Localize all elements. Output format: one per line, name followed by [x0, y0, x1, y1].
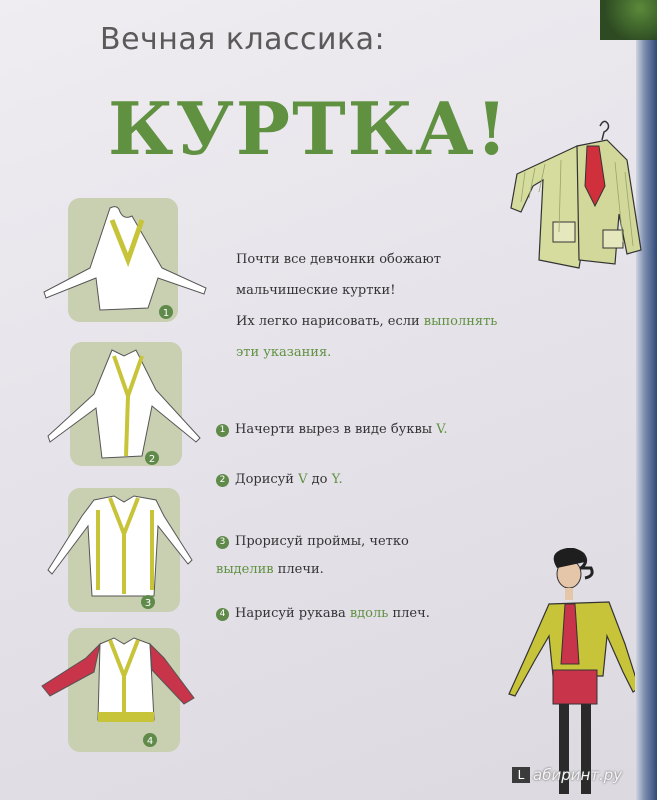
step-3 [216, 528, 409, 584]
intro-line-3-text: Их легко нарисовать, если [236, 314, 424, 329]
step-4-text: Нарисуй рукава [235, 606, 350, 621]
step-3-text-end: плечи. [273, 562, 324, 577]
intro-highlight-1: выполнять [423, 314, 498, 329]
step-2-thumbnail [44, 340, 214, 470]
watermark-text: абиринт.ру [533, 766, 623, 784]
svg-text:4: 4 [146, 736, 154, 747]
step-2-text-pre: Дорисуй [235, 472, 299, 487]
intro-highlight-2: эти указания. [236, 345, 332, 360]
labirint-logo-icon: L [512, 767, 530, 783]
step-2 [216, 466, 343, 494]
step-1-highlight: V. [436, 422, 448, 437]
step-4 [216, 600, 430, 628]
intro-line-2: мальчишеские куртки! [236, 283, 396, 298]
step-4-number: 4 [216, 608, 229, 621]
step-2-number: 2 [216, 474, 229, 487]
step-3-highlight: выделив [216, 562, 274, 577]
girl-figure-illustration [505, 548, 635, 800]
step-3-thumbnail [40, 486, 210, 616]
step-1-number: 1 [216, 424, 229, 437]
page-title: КУРТКА! [108, 86, 510, 171]
step-4-thumbnail [40, 626, 210, 756]
svg-text:2: 2 [148, 454, 156, 465]
svg-text:1: 1 [162, 308, 170, 319]
page-subtitle: Вечная классика: [100, 22, 386, 57]
step-4-highlight: вдоль [349, 606, 389, 621]
step-1-text: Начерти вырез в виде буквы [235, 422, 437, 437]
step-2-highlight-1: V [298, 472, 308, 487]
intro-line-1: Почти все девчонки обожают [236, 252, 441, 267]
step-3-text: Прорисуй проймы, четко [235, 534, 409, 549]
step-4-text-end: плеч. [388, 606, 430, 621]
step-2-text-mid: до [307, 472, 332, 487]
intro-paragraph [236, 244, 566, 368]
svg-text:3: 3 [144, 598, 152, 609]
background-foliage [600, 0, 657, 40]
labirint-watermark [512, 766, 622, 784]
step-2-highlight-2: Y. [331, 472, 343, 487]
step-1 [216, 416, 448, 444]
intro-line-3 [236, 306, 566, 337]
step-3-number: 3 [216, 536, 229, 549]
step-1-thumbnail [40, 196, 210, 326]
